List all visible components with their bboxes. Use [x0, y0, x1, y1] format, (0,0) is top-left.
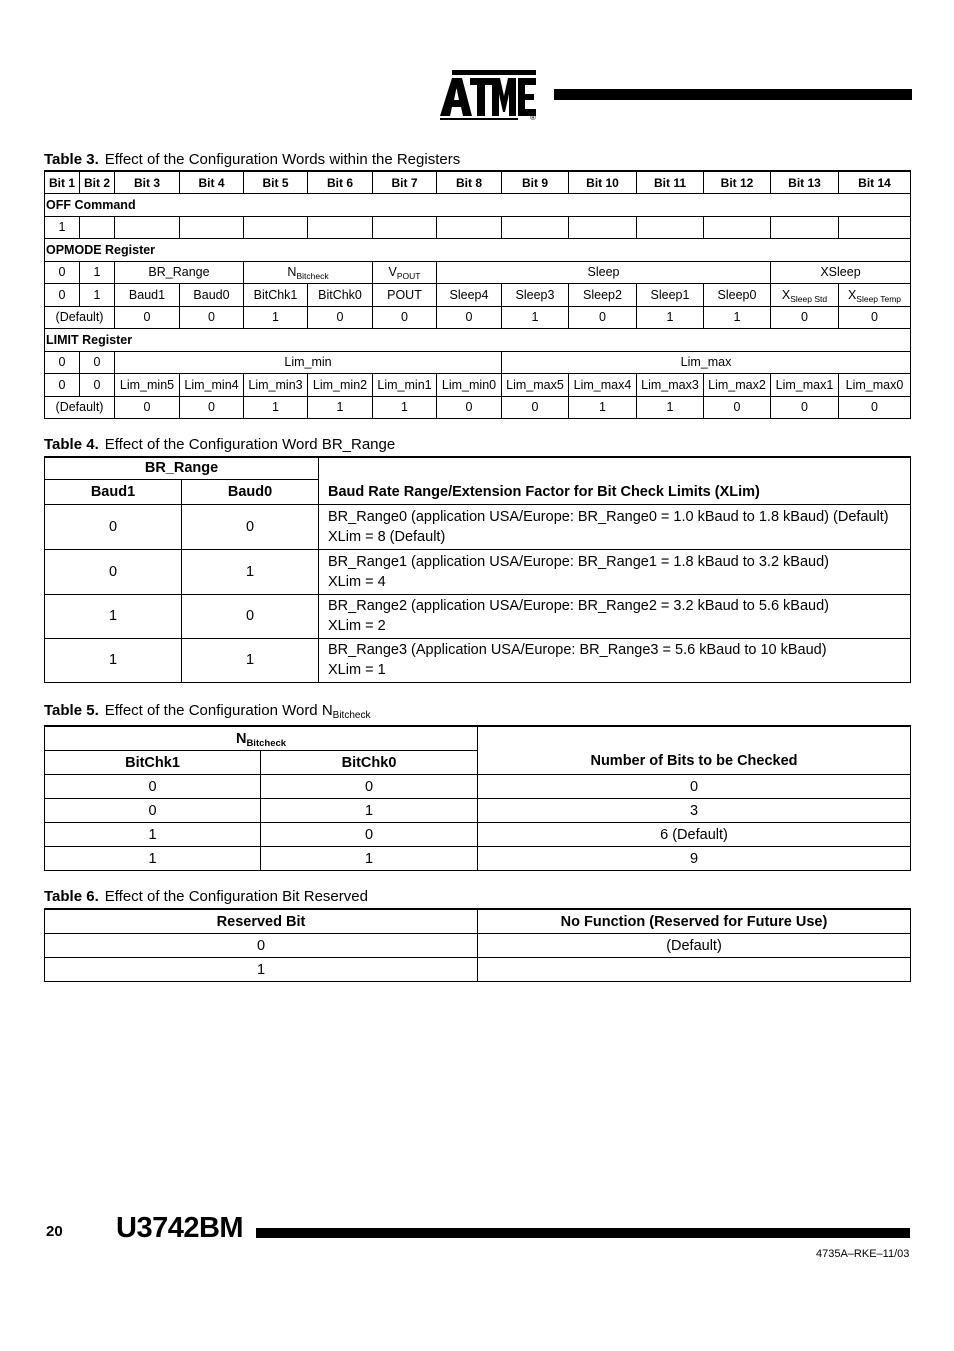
table4-caption	[44, 436, 395, 453]
baud1-cell: 1	[45, 638, 182, 682]
table3-cell: 0	[771, 396, 839, 419]
table3-cell: Baud0	[180, 284, 244, 307]
function-cell	[478, 958, 911, 982]
baud1-cell: 0	[45, 504, 182, 549]
table3-cell	[115, 216, 180, 239]
desc-line: BR_Range0 (application USA/Europe: BR_Range0 = 1.0 kBaud to 1.8 kBaud) (Default)	[328, 508, 889, 525]
table3-row	[45, 374, 911, 397]
baud0-cell: 1	[182, 549, 319, 594]
table3-cell: Sleep0	[704, 284, 771, 307]
table3-cell: 0	[45, 284, 80, 307]
table-row	[45, 934, 911, 958]
table3-cell: 0	[115, 306, 180, 329]
table3-cell: Lim_min2	[308, 374, 373, 397]
nbitcheck-sub: Bitcheck	[296, 271, 329, 282]
table6-caption	[44, 888, 368, 905]
table3-cell: Lim_max2	[704, 374, 771, 397]
table3-cell: Sleep4	[437, 284, 502, 307]
table3-cell: 0	[115, 396, 180, 419]
table-row	[45, 638, 911, 682]
default-label: (Default)	[45, 306, 115, 329]
table6	[44, 908, 911, 982]
no-function-header: No Function (Reserved for Future Use)	[478, 909, 911, 934]
baud0-header: Baud0	[182, 479, 319, 504]
table3-cell: 0	[373, 306, 437, 329]
desc-cell	[319, 549, 911, 594]
table3-cell: 0	[437, 306, 502, 329]
desc-cell	[319, 594, 911, 638]
table3-header-cell: Bit 9	[502, 171, 569, 194]
table3-header-cell: Bit 3	[115, 171, 180, 194]
table3-cell: 0	[839, 396, 911, 419]
desc-cell	[319, 638, 911, 682]
table3-cell: BitChk0	[308, 284, 373, 307]
table-row	[45, 504, 911, 549]
table3-cell	[244, 216, 308, 239]
table3-header-cell: Bit 4	[180, 171, 244, 194]
table3-cell: Lim_min4	[180, 374, 244, 397]
baud0-cell: 1	[182, 638, 319, 682]
table3-cell: 1	[308, 396, 373, 419]
table3-cell: Lim_min1	[373, 374, 437, 397]
table3-cell: 1	[373, 396, 437, 419]
table6-header-row	[45, 909, 911, 934]
table3-caption-label: Table 3.	[44, 151, 99, 168]
table3-cell: 0	[569, 306, 637, 329]
desc-line: BR_Range1 (application USA/Europe: BR_Range1 = 1.8 kBaud to 3.2 kBaud)	[328, 553, 829, 570]
table3-header-cell: Bit 11	[637, 171, 704, 194]
document-number: 4735A–RKE–11/03	[816, 1248, 910, 1260]
reserved-bit-header: Reserved Bit	[45, 909, 478, 934]
xsleep-group: XSleep	[771, 261, 911, 284]
default-label: (Default)	[45, 396, 115, 419]
table3-row	[45, 396, 911, 419]
table3-cell	[437, 216, 502, 239]
table3-cell: 0	[45, 374, 80, 397]
table3-caption-text: Effect of the Configuration Words within the Registers	[104, 151, 461, 168]
function-cell: (Default)	[478, 934, 911, 958]
bitchk1-header: BitChk1	[45, 751, 261, 775]
vpout-main: V	[388, 265, 397, 280]
br-range-header: BR_Range	[45, 457, 319, 479]
table3-cell: Sleep1	[637, 284, 704, 307]
table3-row	[45, 284, 911, 307]
table5-caption-label: Table 5.	[44, 702, 99, 719]
table3-header-cell: Bit 2	[80, 171, 115, 194]
table3-caption	[44, 151, 460, 168]
bitchk0-header: BitChk0	[261, 751, 478, 775]
table3-cell: Lim_min3	[244, 374, 308, 397]
table3-section-row	[45, 329, 911, 352]
bitchk1-cell: 1	[45, 847, 261, 871]
bitchk1-cell: 0	[45, 775, 261, 799]
opmode-register-label: OPMODE Register	[45, 239, 911, 262]
table3	[44, 170, 911, 419]
reserved-bit-cell: 1	[45, 958, 478, 982]
nbitcheck-group	[244, 261, 373, 284]
lim-max-group: Lim_max	[502, 351, 911, 374]
page-number: 20	[46, 1223, 63, 1240]
table5	[44, 725, 911, 871]
table3-cell: Sleep2	[569, 284, 637, 307]
table3-header-cell: Bit 1	[45, 171, 80, 194]
table3-cell	[771, 216, 839, 239]
table3-cell: 0	[437, 396, 502, 419]
xsleep-temp-cell	[839, 284, 911, 307]
bitchk0-cell: 1	[261, 799, 478, 823]
footer-rule	[256, 1228, 910, 1238]
table3-row	[45, 351, 911, 374]
baud-rate-desc-header: Baud Rate Range/Extension Factor for Bit Check Limits (XLim)	[319, 457, 911, 504]
table5-caption	[44, 702, 370, 719]
table3-cell: 1	[637, 306, 704, 329]
bitchk0-cell: 0	[261, 775, 478, 799]
table3-section-row	[45, 194, 911, 217]
table3-header-cell: Bit 12	[704, 171, 771, 194]
bits-checked-cell: 6 (Default)	[478, 823, 911, 847]
table3-cell: 0	[180, 396, 244, 419]
table-row	[45, 549, 911, 594]
off-command-label: OFF Command	[45, 194, 911, 217]
table4	[44, 456, 911, 683]
vpout-sub: POUT	[396, 271, 421, 282]
table3-header-cell: Bit 5	[244, 171, 308, 194]
baud1-cell: 0	[45, 549, 182, 594]
bitchk1-cell: 1	[45, 823, 261, 847]
table3-cell: 0	[80, 351, 115, 374]
vpout-group	[373, 261, 437, 284]
bitchk1-cell: 0	[45, 799, 261, 823]
table3-cell: 0	[80, 374, 115, 397]
table-row	[45, 823, 911, 847]
table6-caption-text: Effect of the Configuration Bit Reserved	[104, 888, 368, 905]
nbitcheck-header-sub: Bitcheck	[246, 737, 287, 749]
table3-cell: 1	[80, 284, 115, 307]
table3-row	[45, 216, 911, 239]
table3-cell: Lim_max4	[569, 374, 637, 397]
bits-checked-cell: 3	[478, 799, 911, 823]
table3-cell: Sleep3	[502, 284, 569, 307]
table3-cell: 1	[704, 306, 771, 329]
table3-header-cell: Bit 13	[771, 171, 839, 194]
desc-cell	[319, 504, 911, 549]
table3-cell	[308, 216, 373, 239]
table5-caption-sub: Bitcheck	[332, 710, 371, 721]
table3-header-cell: Bit 14	[839, 171, 911, 194]
nbitcheck-header	[45, 726, 478, 751]
table3-header-cell: Bit 8	[437, 171, 502, 194]
bits-checked-cell: 0	[478, 775, 911, 799]
desc-line: XLim = 2	[328, 618, 386, 634]
table3-cell	[502, 216, 569, 239]
table-row	[45, 847, 911, 871]
table3-cell: 1	[45, 216, 80, 239]
table3-cell	[569, 216, 637, 239]
table5-caption-text: Effect of the Configuration Word N	[104, 702, 333, 719]
table3-header-row	[45, 171, 911, 194]
table5-header-row	[45, 726, 911, 751]
desc-line: XLim = 1	[328, 662, 386, 678]
table3-cell: 0	[704, 396, 771, 419]
table3-row	[45, 306, 911, 329]
table3-cell	[704, 216, 771, 239]
xsleep-std-main: X	[781, 287, 791, 302]
table3-cell: 1	[244, 396, 308, 419]
table-row	[45, 958, 911, 982]
nbitcheck-header-main: N	[235, 730, 247, 747]
table3-header-cell: Bit 6	[308, 171, 373, 194]
bitchk0-cell: 1	[261, 847, 478, 871]
registered-mark: ®	[530, 113, 536, 120]
table3-cell: Lim_min0	[437, 374, 502, 397]
table3-cell: 1	[502, 306, 569, 329]
xsleep-std-cell	[771, 284, 839, 307]
xsleep-std-sub: Sleep Std	[790, 293, 828, 304]
table3-cell: 0	[180, 306, 244, 329]
table4-header-row	[45, 457, 911, 479]
table3-cell: Lim_max0	[839, 374, 911, 397]
table3-cell: 0	[839, 306, 911, 329]
table3-cell: 0	[771, 306, 839, 329]
table-row	[45, 594, 911, 638]
table3-cell: BitChk1	[244, 284, 308, 307]
document-title: U3742BM	[116, 1212, 244, 1244]
baud0-cell: 0	[182, 594, 319, 638]
table3-cell: Lim_max1	[771, 374, 839, 397]
baud1-header: Baud1	[45, 479, 182, 504]
desc-line: BR_Range2 (application USA/Europe: BR_Range2 = 3.2 kBaud to 5.6 kBaud)	[328, 598, 829, 614]
lim-min-group: Lim_min	[115, 351, 502, 374]
table-row	[45, 775, 911, 799]
table3-cell: 1	[80, 261, 115, 284]
number-of-bits-header: Number of Bits to be Checked	[478, 726, 911, 775]
table3-cell: 0	[502, 396, 569, 419]
desc-line: XLim = 4	[328, 573, 386, 590]
table3-cell: Lim_min5	[115, 374, 180, 397]
table3-cell: Baud1	[115, 284, 180, 307]
table3-header-cell: Bit 7	[373, 171, 437, 194]
table3-cell	[80, 216, 115, 239]
table-row	[45, 799, 911, 823]
table3-cell: 0	[308, 306, 373, 329]
desc-line: BR_Range3 (Application USA/Europe: BR_Range3 = 5.6 kBaud to 10 kBaud)	[328, 642, 827, 658]
table4-caption-label: Table 4.	[44, 436, 99, 453]
table4-caption-text: Effect of the Configuration Word BR_Range	[104, 436, 396, 453]
header-rule	[554, 89, 912, 100]
table3-cell: POUT	[373, 284, 437, 307]
table3-header-cell: Bit 10	[569, 171, 637, 194]
table3-cell: Lim_max3	[637, 374, 704, 397]
table3-cell: 1	[637, 396, 704, 419]
br-range-group: BR_Range	[115, 261, 244, 284]
bits-checked-cell: 9	[478, 847, 911, 871]
table3-cell	[637, 216, 704, 239]
atmel-logo	[438, 68, 540, 120]
xsleep-temp-main: X	[847, 287, 857, 302]
table6-caption-label: Table 6.	[44, 888, 99, 905]
table3-cell	[839, 216, 911, 239]
xsleep-temp-sub: Sleep Temp	[856, 293, 902, 304]
bitchk0-cell: 0	[261, 823, 478, 847]
table3-cell: 1	[569, 396, 637, 419]
baud1-cell: 1	[45, 594, 182, 638]
nbitcheck-main: N	[287, 265, 297, 280]
table3-cell: 1	[244, 306, 308, 329]
table3-cell: 0	[45, 261, 80, 284]
table3-cell: Lim_max5	[502, 374, 569, 397]
limit-register-label: LIMIT Register	[45, 329, 911, 352]
table3-row	[45, 261, 911, 284]
table3-cell	[373, 216, 437, 239]
baud0-cell: 0	[182, 504, 319, 549]
reserved-bit-cell: 0	[45, 934, 478, 958]
desc-line: XLim = 8 (Default)	[328, 528, 446, 545]
table3-section-row	[45, 239, 911, 262]
table3-cell	[180, 216, 244, 239]
table3-cell: 0	[45, 351, 80, 374]
sleep-group: Sleep	[437, 261, 771, 284]
